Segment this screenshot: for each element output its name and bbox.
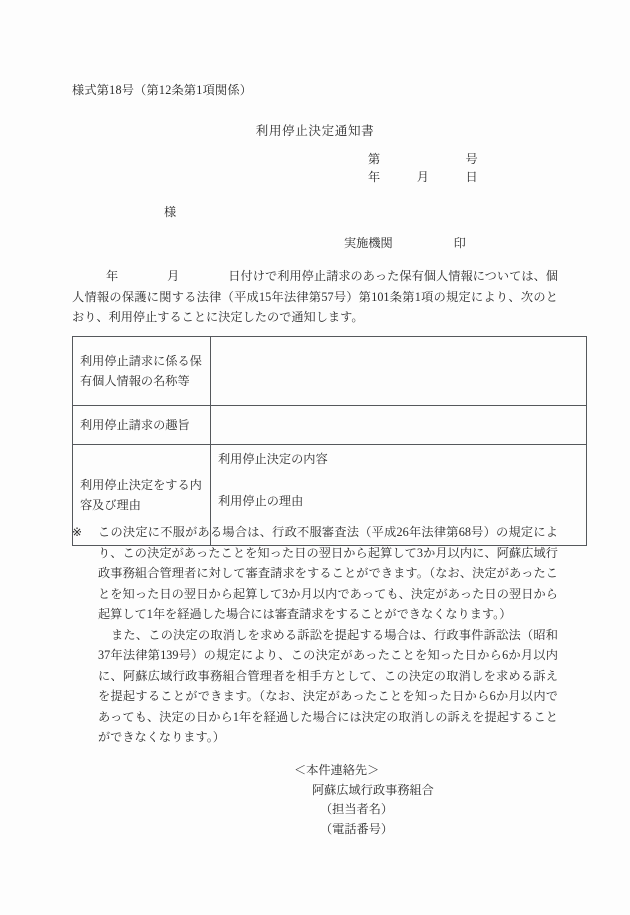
reference-number-line: 第 号 [368,152,478,166]
note-paragraph-1-text: この決定に不服がある場合は、行政不服審査法（平成26年法律第68号）の規定により、この決定があったことを知った日の翌日から起算して3か月以内に、阿蘇広域行政事務組合管理者に対して審査請求をすることができます。（なお、決定があったことを知った日の翌日から起算して3か月以内であっても、決定があった日の翌日から起算して1年を経過した場合には審査請求をすることができなくなります。） [98,525,558,621]
table-row-label-subject-name: 利用停止請求に係る保有個人情報の名称等 [73,337,211,406]
body-paragraph [72,266,558,328]
body-paragraph-text: 年 月 日付けで利用停止請求のあった保有個人情報については、個人情報の保護に関する法律（平成15年法律第57号）第101条第1項の規定により、次のとおり、利用停止することに決定したので通知します。 [72,269,558,324]
table-row [73,406,587,445]
table-row-label-decision-content: 利用停止決定をする内容及び理由 [73,445,211,546]
reference-block [72,150,558,186]
decision-table [72,336,587,546]
page-title: 利用停止決定通知書 [255,124,375,138]
contact-person-placeholder: （担当者名） [320,802,394,816]
table-row [73,337,587,406]
note-marker-icon: ※ [72,525,83,539]
table-row-value-subject-name[interactable] [211,337,587,406]
addressee-honorific: 様 [164,205,177,219]
notes-section [72,522,558,748]
form-number: 様式第18号（第12条第1項関係） [72,83,253,97]
table-row-value-request-purpose[interactable] [211,406,587,445]
note-paragraph-1 [72,522,558,625]
decision-content-heading: 利用停止決定の内容 [218,452,328,466]
issuing-agency-line: 実施機関 印 [344,236,466,250]
contact-organization: 阿蘇広域行政事務組合 [312,782,434,797]
note-paragraph-2: また、この決定の取消しを求める訴訟を提起する場合は、行政事件訴訟法（昭和37年法律第139号）の規定により、この決定があったことを知った日から6か月以内に、阿蘇広域行政事務組合管理者を相手方として、この決定の取消しを求める訴えを提起することができます。（なお、決定があったことを知った日から6か月以内であっても、決定の日から1年を経過した場合には決定の取消しの訴えを提起することができなくなります。） [98,627,558,744]
contact-block [72,761,558,839]
contact-heading: ＜本件連絡先＞ [294,763,380,777]
table-row-label-request-purpose: 利用停止請求の趣旨 [73,406,211,445]
decision-reason-heading: 利用停止の理由 [218,494,304,508]
issue-date-line: 年 月 日 [368,170,478,184]
contact-phone-placeholder: （電話番号） [320,821,394,836]
